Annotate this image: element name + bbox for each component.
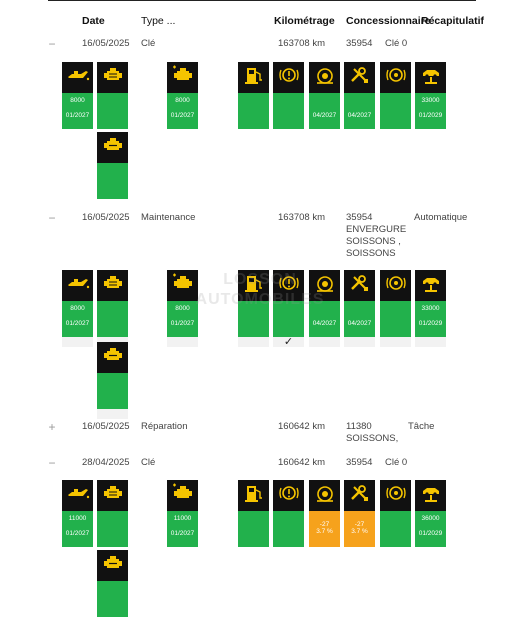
tile-due-date: 01/2027	[65, 320, 90, 327]
car-lift-icon	[419, 483, 443, 508]
tile-due-date: 01/2029	[418, 320, 443, 327]
row-mileage: 163708 km	[278, 38, 326, 49]
fuel-filter-icon	[171, 483, 195, 508]
engine-icon	[101, 273, 125, 298]
engine-icon	[101, 65, 125, 90]
tile-icon-box	[344, 480, 375, 511]
tile-icon-box	[380, 62, 411, 93]
maintenance-tile[interactable]	[380, 62, 411, 129]
brake-pad-icon	[313, 483, 337, 508]
tile-due-date: 04/2027	[347, 112, 372, 119]
tile-icon-box	[309, 62, 340, 93]
tile-value: -27	[319, 521, 330, 528]
tile-icon-box	[97, 550, 128, 581]
tile-status-bar	[309, 301, 340, 337]
wrench-icon	[348, 65, 372, 90]
brake-pad-icon	[313, 273, 337, 298]
tile-icon-box	[238, 270, 269, 301]
tile-due-date: 01/2027	[65, 530, 90, 537]
expand-toggle[interactable]: +	[48, 420, 56, 434]
tile-icon-box	[344, 270, 375, 301]
maintenance-tile[interactable]	[273, 270, 304, 347]
tile-status-bar	[238, 301, 269, 337]
row-summary: Automatique	[414, 212, 468, 223]
tile-icon-box	[273, 270, 304, 301]
collapse-toggle[interactable]: −	[48, 37, 56, 51]
tile-icon-box	[273, 62, 304, 93]
tile-icon-box	[273, 480, 304, 511]
air-filter-icon	[101, 345, 125, 370]
maintenance-tile[interactable]	[380, 270, 411, 347]
tile-due-date: 01/2027	[170, 320, 195, 327]
tile-status-bar	[273, 511, 304, 547]
tile-icon-box	[344, 62, 375, 93]
tile-icon-box	[167, 62, 198, 93]
wrench-icon	[348, 483, 372, 508]
tile-status-bar	[97, 511, 128, 547]
tile-status-bar	[273, 93, 304, 129]
row-summary: Clé 0	[385, 457, 408, 468]
tile-icon-box	[415, 480, 446, 511]
row-dealer-line: SOISSONS,	[346, 433, 399, 444]
air-filter-icon	[101, 135, 125, 160]
maintenance-tile[interactable]	[97, 550, 128, 617]
fuel-pump-icon	[242, 273, 266, 298]
collapse-toggle[interactable]: −	[48, 211, 56, 225]
row-dealer-line: SOISSONS ,	[346, 236, 401, 247]
maintenance-tile[interactable]	[344, 480, 375, 547]
tile-status-bar	[344, 93, 375, 129]
row-date: 16/05/2025	[82, 212, 130, 223]
fuel-filter-icon	[171, 65, 195, 90]
tile-due-date: 3.7 %	[316, 528, 333, 535]
tile-value: 8000	[70, 305, 85, 312]
tile-status-bar	[97, 373, 128, 409]
column-header-date[interactable]: Date	[82, 15, 105, 27]
maintenance-tile[interactable]	[344, 270, 375, 347]
row-date: 28/04/2025	[82, 457, 130, 468]
maintenance-tile[interactable]	[344, 62, 375, 129]
maintenance-tile[interactable]	[97, 342, 128, 419]
row-type: Maintenance	[141, 212, 196, 223]
watermark-line: AUTOMOBILES	[195, 291, 325, 308]
tile-due-date: 04/2027	[347, 320, 372, 327]
tile-value: 33000	[421, 97, 440, 104]
tile-value: 8000	[175, 305, 190, 312]
tile-status-bar	[238, 511, 269, 547]
brake-check-icon	[384, 273, 408, 298]
tile-icon-box	[62, 480, 93, 511]
tile-due-date: 01/2027	[65, 112, 90, 119]
maintenance-tile[interactable]	[97, 270, 128, 347]
tile-icon-box	[238, 62, 269, 93]
maintenance-tile[interactable]	[97, 132, 128, 199]
maintenance-tile[interactable]	[238, 270, 269, 347]
tile-due-date: 01/2027	[170, 112, 195, 119]
tile-icon-box	[415, 270, 446, 301]
tile-icon-box	[97, 62, 128, 93]
tile-status-bar	[380, 93, 411, 129]
row-dealer-line: 35954	[346, 212, 373, 223]
tile-value: 8000	[175, 97, 190, 104]
maintenance-tile[interactable]	[238, 62, 269, 129]
tile-status-bar	[97, 163, 128, 199]
maintenance-tile[interactable]	[167, 62, 198, 129]
row-type: Réparation	[141, 421, 188, 432]
tile-value: 36000	[421, 515, 440, 522]
tile-status-bar	[380, 301, 411, 337]
tile-icon-box	[97, 132, 128, 163]
tile-icon-box	[167, 270, 198, 301]
maintenance-tile[interactable]	[167, 270, 198, 347]
tile-icon-box	[62, 62, 93, 93]
tile-icon-box	[380, 480, 411, 511]
row-type: Clé	[141, 457, 156, 468]
tile-due-date: 01/2029	[418, 112, 443, 119]
maintenance-tile[interactable]	[62, 62, 93, 129]
maintenance-tile[interactable]	[415, 480, 446, 547]
tile-icon-box	[380, 270, 411, 301]
row-date: 16/05/2025	[82, 421, 130, 432]
maintenance-tile[interactable]	[238, 480, 269, 547]
maintenance-tile[interactable]	[273, 480, 304, 547]
maintenance-tile[interactable]	[415, 270, 446, 347]
row-dealer: 35954	[346, 38, 373, 49]
row-dealer-line: 11380	[346, 421, 372, 432]
collapse-toggle[interactable]: −	[48, 456, 56, 470]
maintenance-tile[interactable]	[309, 270, 340, 347]
fuel-pump-icon	[242, 483, 266, 508]
tile-icon-box	[97, 480, 128, 511]
car-lift-icon	[419, 273, 443, 298]
brake-check-icon	[384, 483, 408, 508]
tile-icon-box	[97, 270, 128, 301]
maintenance-tile[interactable]	[97, 62, 128, 129]
brake-fluid-icon	[277, 483, 301, 508]
maintenance-tile[interactable]	[62, 480, 93, 547]
car-lift-icon	[419, 65, 443, 90]
maintenance-tile[interactable]	[62, 270, 93, 347]
tile-status-bar	[97, 301, 128, 337]
column-header-type[interactable]: Type ...	[141, 15, 176, 27]
tile-due-date: 04/2027	[312, 112, 337, 119]
row-mileage: 160642 km	[278, 457, 326, 468]
tile-status-bar	[238, 93, 269, 129]
tile-icon-box	[97, 342, 128, 373]
air-filter-icon	[101, 553, 125, 578]
row-summary: Clé 0	[385, 38, 408, 49]
tile-value: 33000	[421, 305, 440, 312]
engine-icon	[101, 483, 125, 508]
tile-icon-box	[167, 480, 198, 511]
tile-icon-box	[62, 270, 93, 301]
maintenance-tile[interactable]	[167, 480, 198, 547]
check-icon: ✓	[283, 336, 294, 348]
brake-fluid-icon	[277, 273, 301, 298]
maintenance-tile[interactable]	[309, 480, 340, 547]
tile-icon-box	[415, 62, 446, 93]
tile-icon-box	[238, 480, 269, 511]
row-dealer: 35954	[346, 457, 373, 468]
column-header-dealer[interactable]: Concessionnaire	[346, 15, 431, 27]
tile-value: 11000	[68, 515, 87, 522]
row-mileage: 163708 km	[278, 212, 326, 223]
column-header-mileage[interactable]: Kilométrage	[274, 15, 335, 27]
maintenance-tile[interactable]	[309, 62, 340, 129]
tile-due-date: 3.7 %	[351, 528, 368, 535]
tile-value: -27	[354, 521, 365, 528]
row-dealer-line: ENVERGURE	[346, 224, 407, 235]
maintenance-tile[interactable]	[97, 480, 128, 547]
tile-icon-box	[309, 480, 340, 511]
fuel-pump-icon	[242, 65, 266, 90]
maintenance-tile[interactable]	[380, 480, 411, 547]
brake-check-icon	[384, 65, 408, 90]
column-header-summary[interactable]: Récapitulatif	[421, 15, 485, 27]
tile-status-bar	[97, 93, 128, 129]
row-date: 16/05/2025	[82, 38, 130, 49]
tile-due-date: 01/2027	[170, 530, 195, 537]
tile-status-bar	[273, 301, 304, 337]
row-summary: Tâche	[408, 421, 435, 432]
oil-can-icon	[66, 483, 90, 508]
header-top-rule	[48, 0, 476, 1]
oil-can-icon	[66, 65, 90, 90]
tile-due-date: 01/2029	[418, 530, 443, 537]
maintenance-tile[interactable]	[273, 62, 304, 129]
watermark-line: LOSSON	[223, 271, 297, 288]
tile-status-bar	[344, 301, 375, 337]
wrench-icon	[348, 273, 372, 298]
tile-status-bar	[97, 581, 128, 617]
brake-fluid-icon	[277, 65, 301, 90]
fuel-filter-icon	[171, 273, 195, 298]
row-mileage: 160642 km	[278, 421, 326, 432]
row-dealer-line: SOISSONS	[346, 248, 396, 259]
tile-status-bar	[309, 93, 340, 129]
tile-value: 8000	[70, 97, 85, 104]
tile-due-date: 04/2027	[312, 320, 337, 327]
row-type: Clé	[141, 38, 156, 49]
brake-pad-icon	[313, 65, 337, 90]
oil-can-icon	[66, 273, 90, 298]
tile-value: 11000	[173, 515, 192, 522]
maintenance-tile[interactable]	[415, 62, 446, 129]
tile-status-bar	[380, 511, 411, 547]
tile-icon-box	[309, 270, 340, 301]
